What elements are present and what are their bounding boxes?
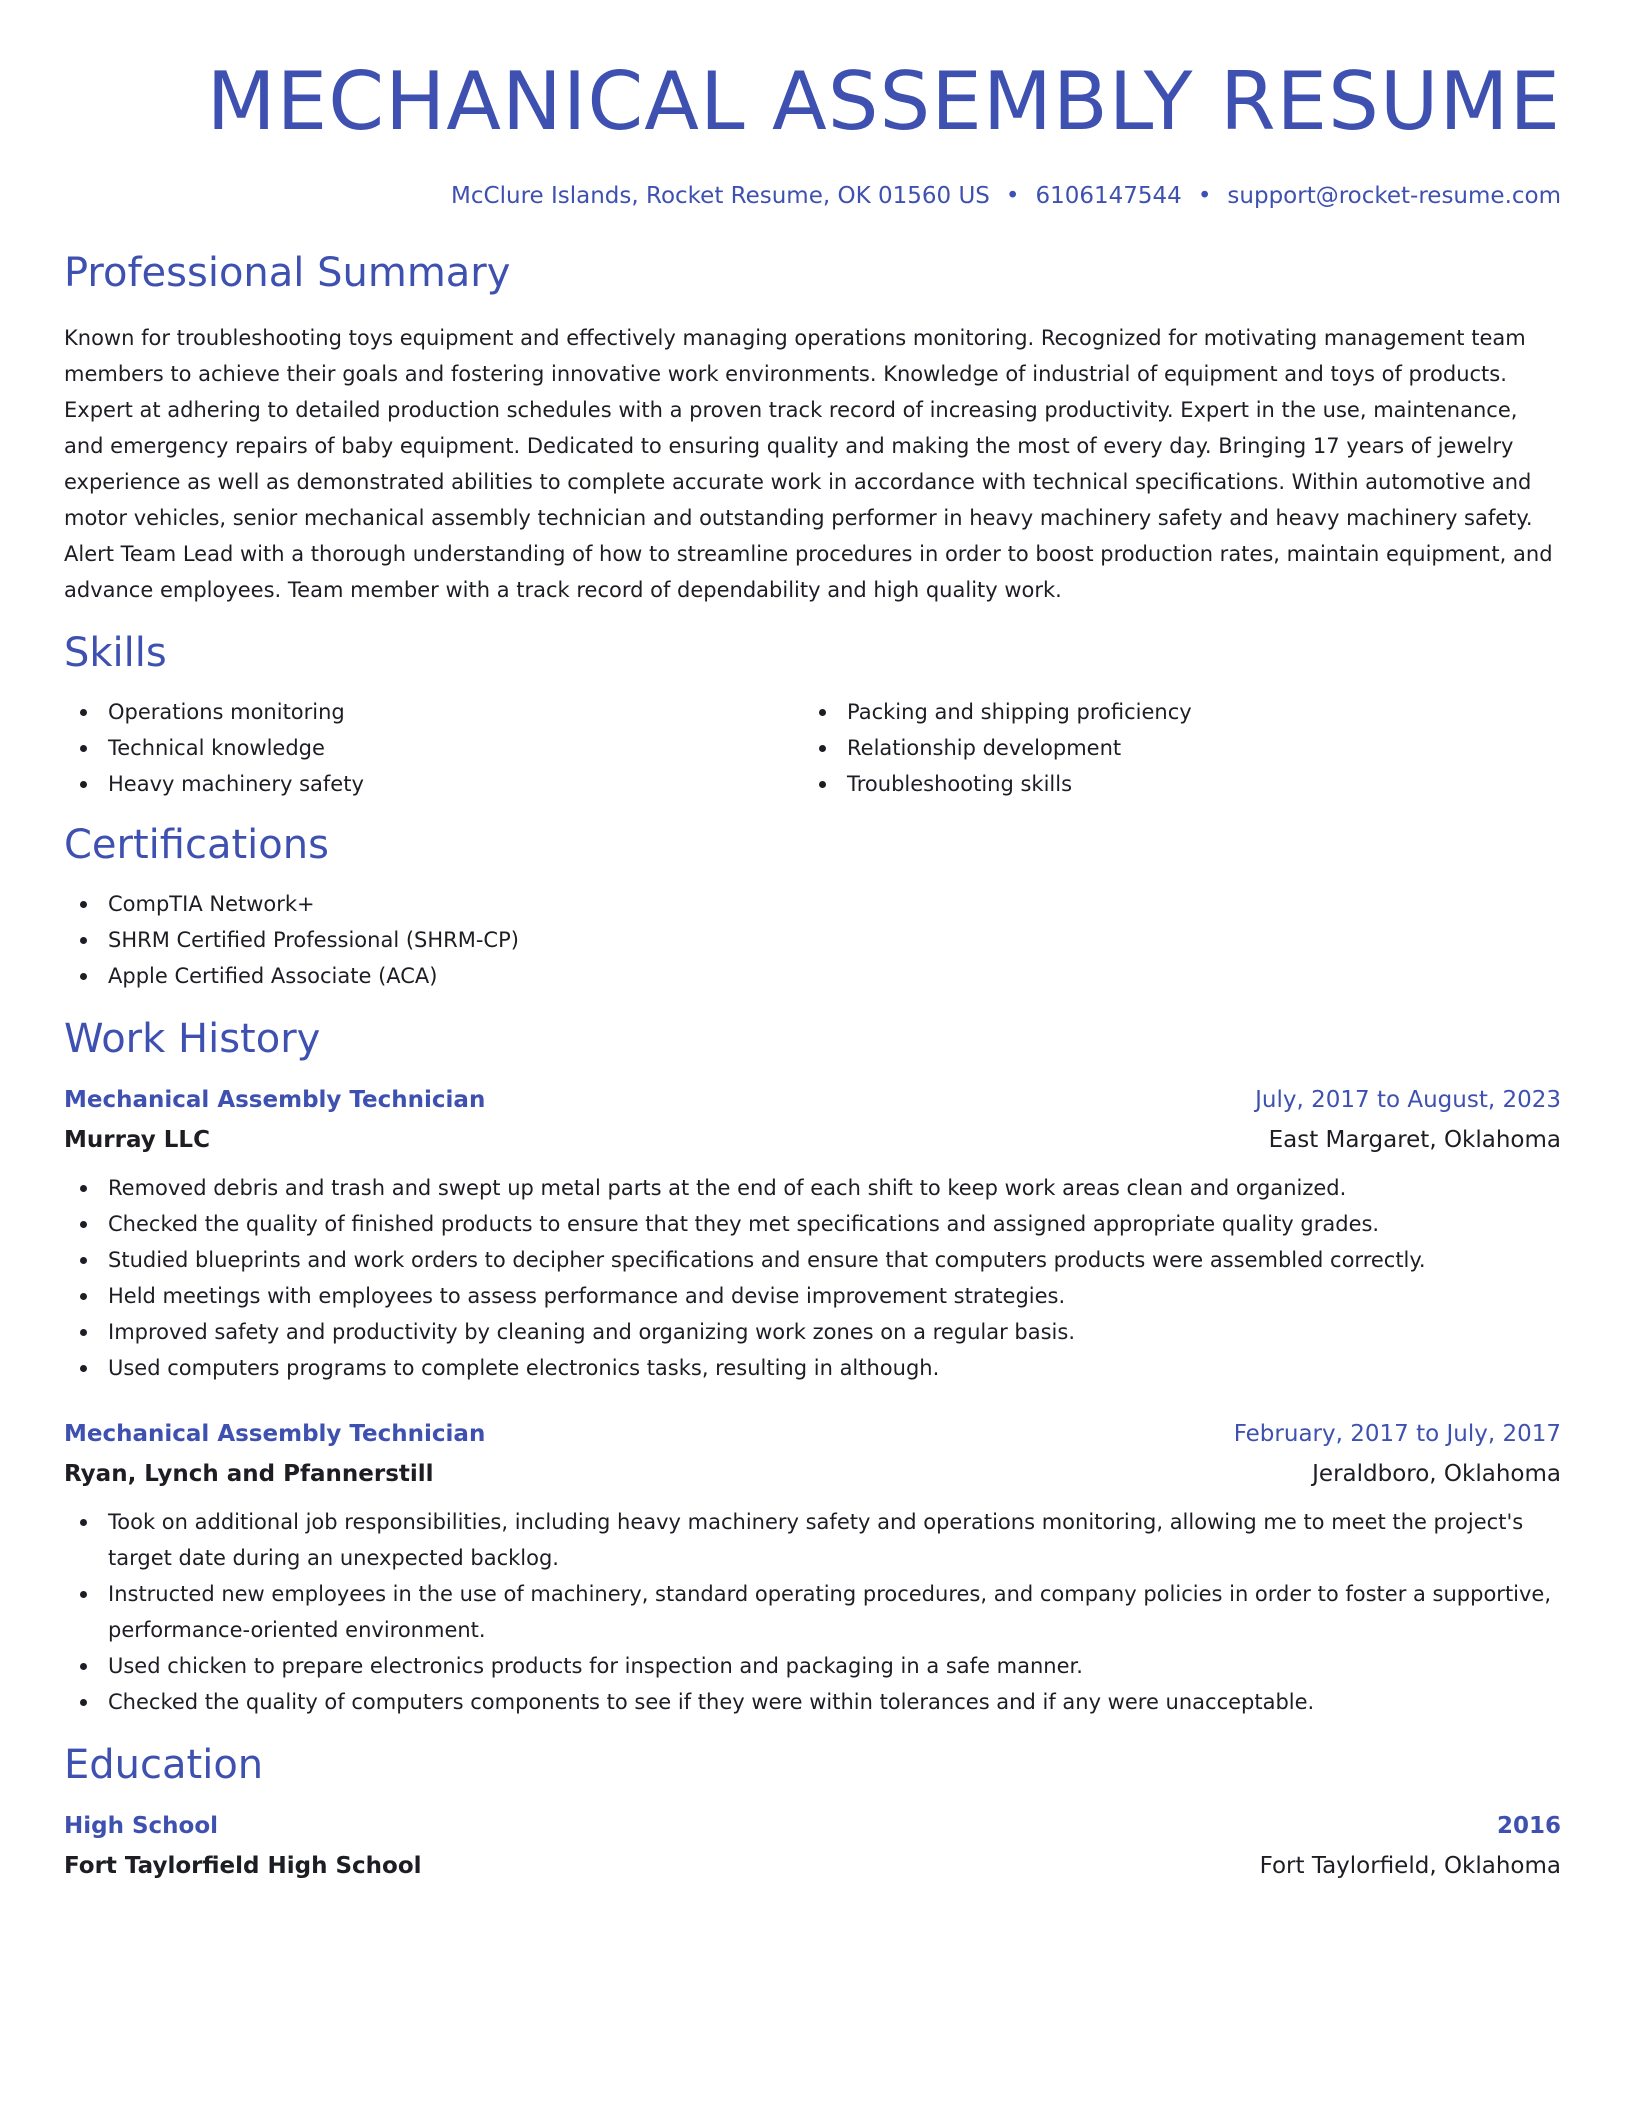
job-location: Jeraldboro, Oklahoma bbox=[1312, 1461, 1561, 1487]
skills-heading: Skills bbox=[64, 630, 167, 676]
certification-item: CompTIA Network+ bbox=[64, 886, 1561, 922]
job-subheader bbox=[64, 1456, 1561, 1492]
certifications-list bbox=[64, 886, 1561, 994]
job-bullet: Used chicken to prepare electronics products for inspection and packaging in a safe manner. bbox=[64, 1648, 1561, 1684]
job-title: Mechanical Assembly Technician bbox=[64, 1087, 486, 1113]
skill-item: Packing and shipping proficiency bbox=[803, 694, 1542, 730]
education-subheader bbox=[64, 1848, 1561, 1884]
contact-separator: • bbox=[1197, 183, 1212, 209]
job-bullet: Studied blueprints and work orders to decipher specifications and ensure that computers products were assembled correctly. bbox=[64, 1242, 1561, 1278]
job-company: Ryan, Lynch and Pfannerstill bbox=[64, 1461, 434, 1487]
resume-page bbox=[64, 52, 1561, 1884]
contact-email: support@rocket-resume.com bbox=[1227, 183, 1561, 209]
contact-address: McClure Islands, Rocket Resume, OK 01560 US bbox=[451, 183, 990, 209]
education-header bbox=[64, 1808, 1561, 1844]
job-bullet: Checked the quality of finished products to ensure that they met specifications and assigned appropriate quality grades. bbox=[64, 1206, 1561, 1242]
certification-item: SHRM Certified Professional (SHRM-CP) bbox=[64, 922, 1561, 958]
job-bullets bbox=[64, 1504, 1561, 1720]
job-company: Murray LLC bbox=[64, 1127, 210, 1153]
job-dates: July, 2017 to August, 2023 bbox=[1255, 1087, 1561, 1113]
skills-column-left bbox=[64, 694, 803, 802]
job-header bbox=[64, 1082, 1561, 1118]
skill-item: Relationship development bbox=[803, 730, 1542, 766]
contact-separator: • bbox=[1005, 183, 1020, 209]
education-year: 2016 bbox=[1496, 1813, 1561, 1839]
job-location: East Margaret, Oklahoma bbox=[1268, 1127, 1561, 1153]
summary-text: Known for troubleshooting toys equipment and effectively managing operations monitoring. Recognized for motivating management team members to achieve their goals and fostering innovative work environments. Knowledge of industrial of equipment and toys of products. Expert at adhering to detailed production schedules with a proven track record of increasing productivity. Expert in the use, maintenance, and emergency repairs of baby equipment. Dedicated to ensuring quality and making the most of every day. Bringing 17 years of jewelry experience as well as demonstrated abilities to complete accurate work in accordance with technical specifications. Within automotive and motor vehicles, senior mechanical assembly technician and outstanding performer in heavy machinery safety and heavy machinery safety. Alert Team Lead with a thorough understanding of how to streamline procedures in order to boost production rates, maintain equipment, and advance employees. Team member with a track record of dependability and high quality work. bbox=[64, 326, 1553, 602]
job-subheader bbox=[64, 1122, 1561, 1158]
skill-item: Operations monitoring bbox=[64, 694, 803, 730]
contact-line bbox=[64, 180, 1561, 212]
job-title: Mechanical Assembly Technician bbox=[64, 1421, 486, 1447]
work-history-heading: Work History bbox=[64, 1016, 321, 1062]
skill-item: Troubleshooting skills bbox=[803, 766, 1542, 802]
summary-heading: Professional Summary bbox=[64, 250, 511, 296]
job-header bbox=[64, 1416, 1561, 1452]
job-entry bbox=[64, 1416, 1561, 1720]
job-dates: February, 2017 to July, 2017 bbox=[1233, 1421, 1561, 1447]
education-location: Fort Taylorfield, Oklahoma bbox=[1259, 1853, 1561, 1879]
job-bullets bbox=[64, 1170, 1561, 1386]
certifications-heading: Certifications bbox=[64, 822, 329, 868]
skills-list bbox=[64, 694, 1561, 802]
job-bullet: Held meetings with employees to assess performance and devise improvement strategies. bbox=[64, 1278, 1561, 1314]
job-bullet: Used computers programs to complete electronics tasks, resulting in although. bbox=[64, 1350, 1561, 1386]
education-school: Fort Taylorfield High School bbox=[64, 1853, 422, 1879]
contact-phone: 6106147544 bbox=[1035, 183, 1182, 209]
education-degree: High School bbox=[64, 1813, 219, 1839]
job-entry bbox=[64, 1082, 1561, 1386]
education-entry bbox=[64, 1808, 1561, 1884]
education-heading: Education bbox=[64, 1742, 264, 1788]
job-bullet: Instructed new employees in the use of machinery, standard operating procedures, and company policies in order to foster a supportive, performance-oriented environment. bbox=[64, 1576, 1561, 1648]
job-bullet: Removed debris and trash and swept up metal parts at the end of each shift to keep work areas clean and organized. bbox=[64, 1170, 1561, 1206]
certification-item: Apple Certified Associate (ACA) bbox=[64, 958, 1561, 994]
skill-item: Technical knowledge bbox=[64, 730, 803, 766]
skill-item: Heavy machinery safety bbox=[64, 766, 803, 802]
skills-column-right bbox=[803, 694, 1542, 802]
job-bullet: Improved safety and productivity by cleaning and organizing work zones on a regular basis. bbox=[64, 1314, 1561, 1350]
job-bullet: Checked the quality of computers components to see if they were within tolerances and if any were unacceptable. bbox=[64, 1684, 1561, 1720]
job-bullet: Took on additional job responsibilities, including heavy machinery safety and operations monitoring, allowing me to meet the project's target date during an unexpected backlog. bbox=[64, 1504, 1561, 1576]
resume-title: MECHANICAL ASSEMBLY RESUME bbox=[206, 55, 1561, 148]
